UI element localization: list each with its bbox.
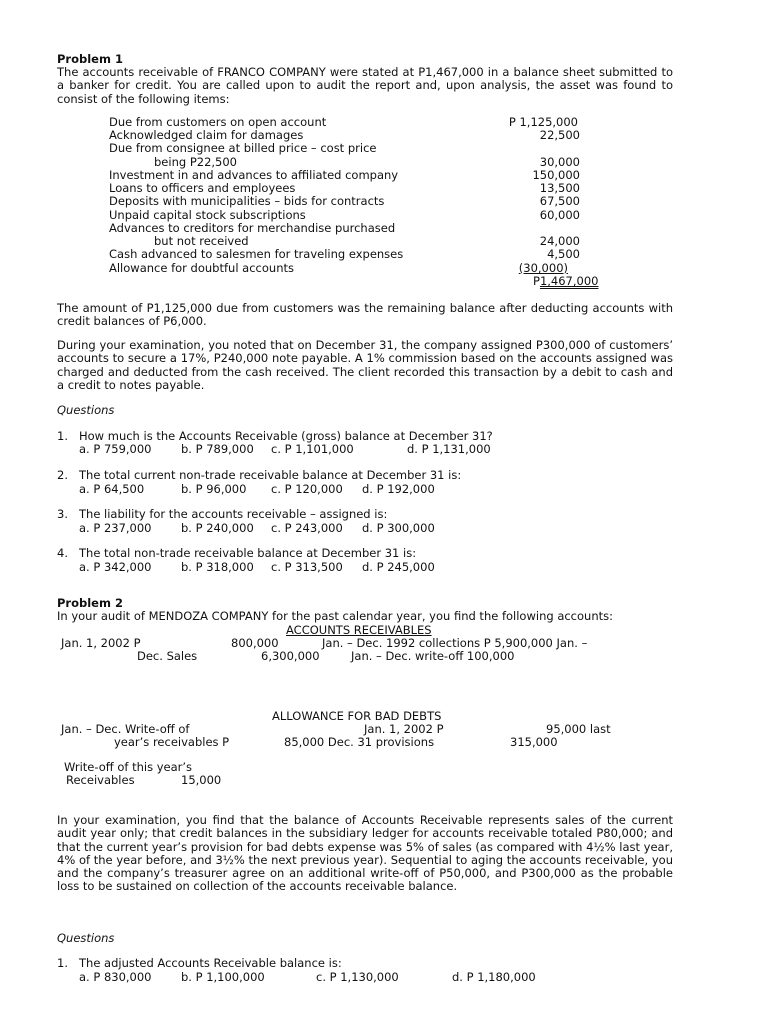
question-text: How much is the Accounts Receivable (gross) balance at December 31? <box>79 429 493 443</box>
option-a: a. P 237,000 <box>79 521 152 535</box>
item-label: Due from consignee at billed price – cost price <box>109 141 377 155</box>
ar-debit-amount: 800,000 <box>231 636 279 650</box>
question-number: 4. <box>57 546 68 560</box>
problem1-paragraph-3: During your examination, you noted that on December 31, the company assigned P300,000 of customers’ accounts to secure a 17%, P240,000 note payable. A 1% commission based on the accounts assigned was charged and deducted from the cash received. The client recorded this transaction by a debit to cash and a credit to notes payable. <box>57 338 673 392</box>
problem1-paragraph-2: The amount of P1,125,000 due from customers was the remaining balance after deducting accounts with credit balances of P6,000. <box>57 301 673 329</box>
allowance-debit-label: Jan. – Dec. Write-off of <box>61 722 190 736</box>
option-a: a. P 64,500 <box>79 482 145 496</box>
option-d: d. P 1,180,000 <box>452 970 536 984</box>
item-label: Due from customers on open account <box>109 115 327 129</box>
option-b: b. P 1,100,000 <box>181 970 265 984</box>
total-prefix: P <box>533 274 540 288</box>
allowance-debit-amount: 85,000 Dec. 31 provisions <box>284 735 435 749</box>
question-number: 3. <box>57 507 68 521</box>
problem1-intro: The accounts receivable of FRANCO COMPANY were stated at P1,467,000 in a balance sheet submitted to a banker for credit. You are called upon to audit the report and, upon analysis, the asset was found to consist of the following items: <box>57 65 673 106</box>
question-text: The liability for the accounts receivable – assigned is: <box>79 507 388 521</box>
writeoff-label: Write-off of this year’s <box>64 760 193 774</box>
option-c: c. P 243,000 <box>271 521 343 535</box>
ar-debit-label: Dec. Sales <box>137 649 198 663</box>
ar-title: ACCOUNTS RECEIVABLES <box>286 623 432 637</box>
item-label: Unpaid capital stock subscriptions <box>109 208 306 222</box>
question-number: 2. <box>57 468 68 482</box>
item-amount: 22,500 <box>539 128 580 142</box>
allowance-credit-label: Jan. 1, 2002 P <box>364 722 444 736</box>
total-value: 1,467,000 <box>539 274 599 288</box>
option-c: c. P 120,000 <box>271 482 343 496</box>
problem2-title: Problem 2 <box>57 596 123 610</box>
option-a: a. P 830,000 <box>79 970 152 984</box>
item-amount: P 1,125,000 <box>508 115 578 129</box>
question-number: 1. <box>57 429 68 443</box>
item-label: Deposits with municipalities – bids for contracts <box>109 194 385 208</box>
writeoff-amount: 15,000 <box>181 773 222 787</box>
ar-credit-line: Jan. – Dec. write-off 100,000 <box>351 649 515 663</box>
option-a: a. P 342,000 <box>79 560 152 574</box>
ar-credit-line: Jan. – Dec. 1992 collections P 5,900,000 Jan. – <box>322 636 588 650</box>
option-b: b. P 240,000 <box>181 521 254 535</box>
problem2-questions-label: Questions <box>57 931 115 945</box>
ar-debit-label: Jan. 1, 2002 P <box>61 636 141 650</box>
item-amount: 150,000 <box>532 168 580 182</box>
question-text: The adjusted Accounts Receivable balance is: <box>79 956 342 970</box>
ar-debit-amount: 6,300,000 <box>261 649 320 663</box>
option-b: b. P 318,000 <box>181 560 254 574</box>
option-c: c. P 313,500 <box>271 560 343 574</box>
question-text: The total non-trade receivable balance at December 31 is: <box>79 546 417 560</box>
option-d: d. P 192,000 <box>362 482 435 496</box>
item-label: Advances to creditors for merchandise purchased <box>109 221 396 235</box>
allowance-credit-amount: 95,000 last <box>546 722 611 736</box>
total-amount <box>533 275 598 288</box>
option-a: a. P 759,000 <box>79 442 152 456</box>
item-amount: 60,000 <box>539 208 580 222</box>
item-label: Investment in and advances to affiliated company <box>109 168 399 182</box>
option-d: d. P 245,000 <box>362 560 435 574</box>
item-label: but not received <box>154 234 249 248</box>
item-label: being P22,500 <box>154 155 237 169</box>
problem2-intro: In your audit of MENDOZA COMPANY for the past calendar year, you find the following accounts: <box>57 609 613 623</box>
problem1-title: Problem 1 <box>57 52 123 66</box>
item-label: Cash advanced to salesmen for traveling expenses <box>109 247 404 261</box>
writeoff-label: Receivables <box>66 773 135 787</box>
problem1-questions-label: Questions <box>57 403 115 417</box>
option-d: d. P 300,000 <box>362 521 435 535</box>
item-amount: 30,000 <box>539 155 580 169</box>
item-amount: 4,500 <box>547 247 580 261</box>
item-amount: 67,500 <box>539 194 580 208</box>
item-label: Loans to officers and employees <box>109 181 296 195</box>
option-c: c. P 1,101,000 <box>271 442 354 456</box>
item-amount: 24,000 <box>539 234 580 248</box>
question-number: 1. <box>57 956 68 970</box>
problem2-paragraph: In your examination, you find that the balance of Accounts Receivable represents sales of the current audit year only; that credit balances in the subsidiary ledger for accounts receivable totaled P80,000; and that the current year’s provision for bad debts expense was 5% of sales (as compared with 4½% last year, 4% of the year before, and 3½% the next previous year). Sequential to aging the accounts receivable, you and the company’s treasurer agree on an additional write-off of P50,000, and P300,000 as the probable loss to be sustained on collection of the accounts receivable balance. <box>57 813 673 894</box>
option-b: b. P 96,000 <box>181 482 247 496</box>
item-label: Acknowledged claim for damages <box>109 128 304 142</box>
item-amount: (30,000) <box>518 261 568 275</box>
allowance-credit-amount: 315,000 <box>510 735 558 749</box>
option-b: b. P 789,000 <box>181 442 254 456</box>
option-c: c. P 1,130,000 <box>316 970 399 984</box>
allowance-debit-label: year’s receivables P <box>114 735 230 749</box>
item-label: Allowance for doubtful accounts <box>109 261 294 275</box>
option-d: d. P 1,131,000 <box>407 442 491 456</box>
allowance-title: ALLOWANCE FOR BAD DEBTS <box>272 709 442 723</box>
item-amount: 13,500 <box>539 181 580 195</box>
question-text: The total current non-trade receivable balance at December 31 is: <box>79 468 462 482</box>
